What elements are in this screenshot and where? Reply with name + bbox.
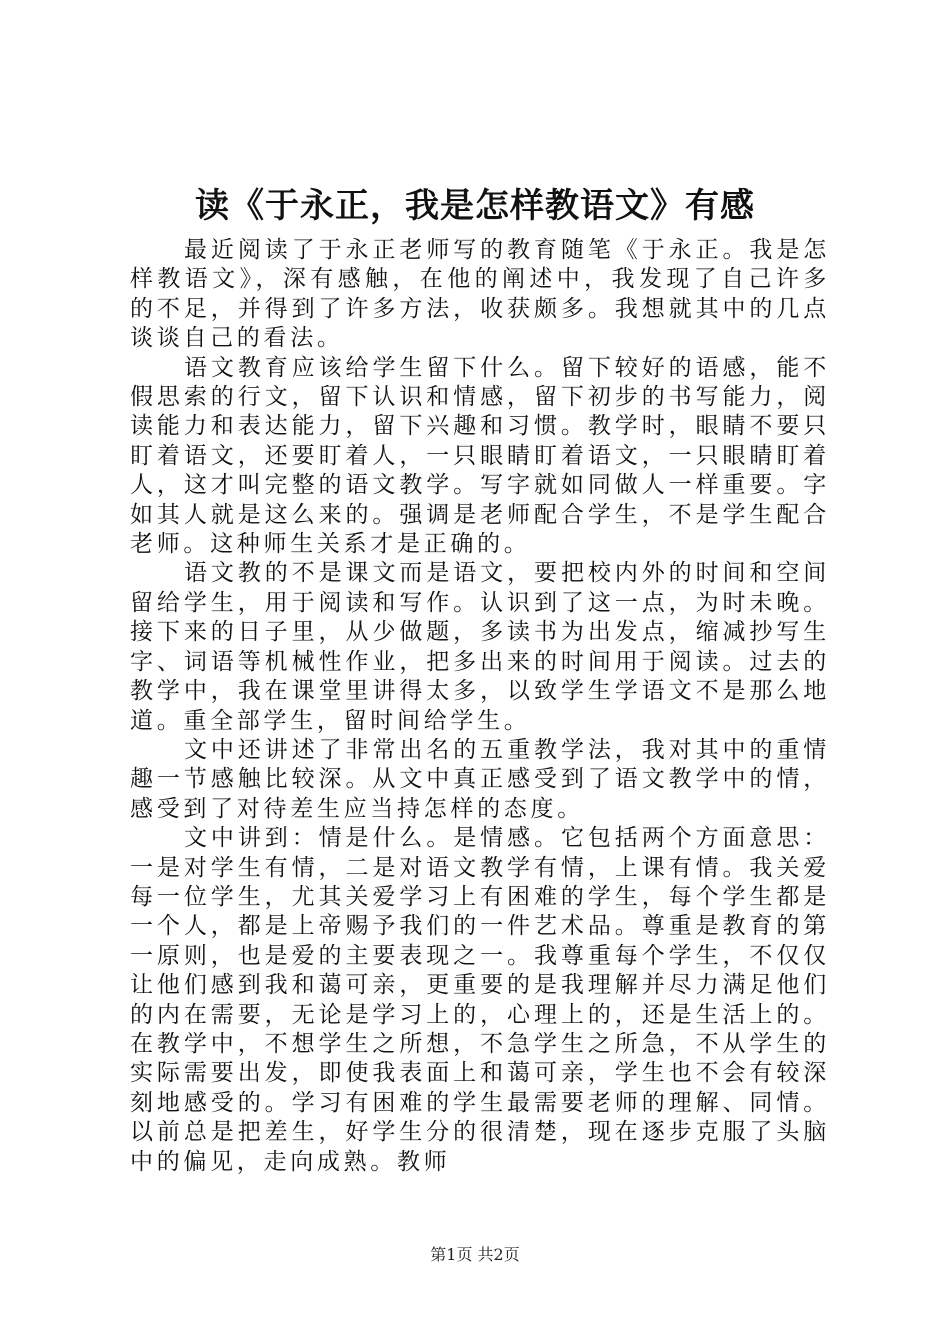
- paragraph: 文中讲到：情是什么。是情感。它包括两个方面意思：一是对学生有情，二是对语文教学有情，上课有情。我关爱每一位学生，尤其关爱学习上有困难的学生，每个学生都是一个人，都是上帝赐予我们的一件艺术品。尊重是教育的第一原则，也是爱的主要表现之一。我尊重每个学生，不仅仅让他们感到我和蔼可亲，更重要的是我理解并尽力满足他们的内在需要，无论是学习上的，心理上的，还是生活上的。在教学中，不想学生之所想，不急学生之所急，不从学生的实际需要出发，即使我表面上和蔼可亲，学生也不会有较深刻地感受的。学习有困难的学生最需要老师的理解、同情。以前总是把差生，好学生分的很清楚，现在逐步克服了头脑中的偏见，走向成熟。教师: [130, 825, 830, 1175]
- page-number-footer: 第1页 共2页: [430, 1245, 520, 1264]
- paragraph: 语文教育应该给学生留下什么。留下较好的语感，能不假思索的行文，留下认识和情感，留下初步的书写能力，阅读能力和表达能力，留下兴趣和习惯。教学时，眼睛不要只盯着语文，还要盯着人，一只眼睛盯着语文，一只眼睛盯着人，这才叫完整的语文教学。写字就如同做人一样重要。字如其人就是这么来的。强调是老师配合学生，不是学生配合老师。这种师生关系才是正确的。: [130, 354, 830, 558]
- paragraph: 最近阅读了于永正老师写的教育随笔《于永正。我是怎样教语文》，深有感触，在他的阐述中，我发现了自己许多的不足，并得到了许多方法，收获颇多。我想就其中的几点谈谈自己的看法。: [130, 237, 830, 352]
- document-title: 读《于永正，我是怎样教语文》有感: [195, 186, 755, 226]
- paragraph: 语文教的不是课文而是语文，要把校内外的时间和空间留给学生，用于阅读和写作。认识到了这一点，为时未晚。接下来的日子里，从少做题，多读书为出发点，缩减抄写生字、词语等机械性作业，把多出来的时间用于阅读。过去的教学中，我在课堂里讲得太多，以致学生学语文不是那么地道。重全部学生，留时间给学生。: [130, 560, 830, 734]
- document-body: [130, 236, 830, 1177]
- paragraph: 文中还讲述了非常出名的五重教学法，我对其中的重情趣一节感触比较深。从文中真正感受到了语文教学中的情，感受到了对待差生应当持怎样的态度。: [130, 736, 830, 822]
